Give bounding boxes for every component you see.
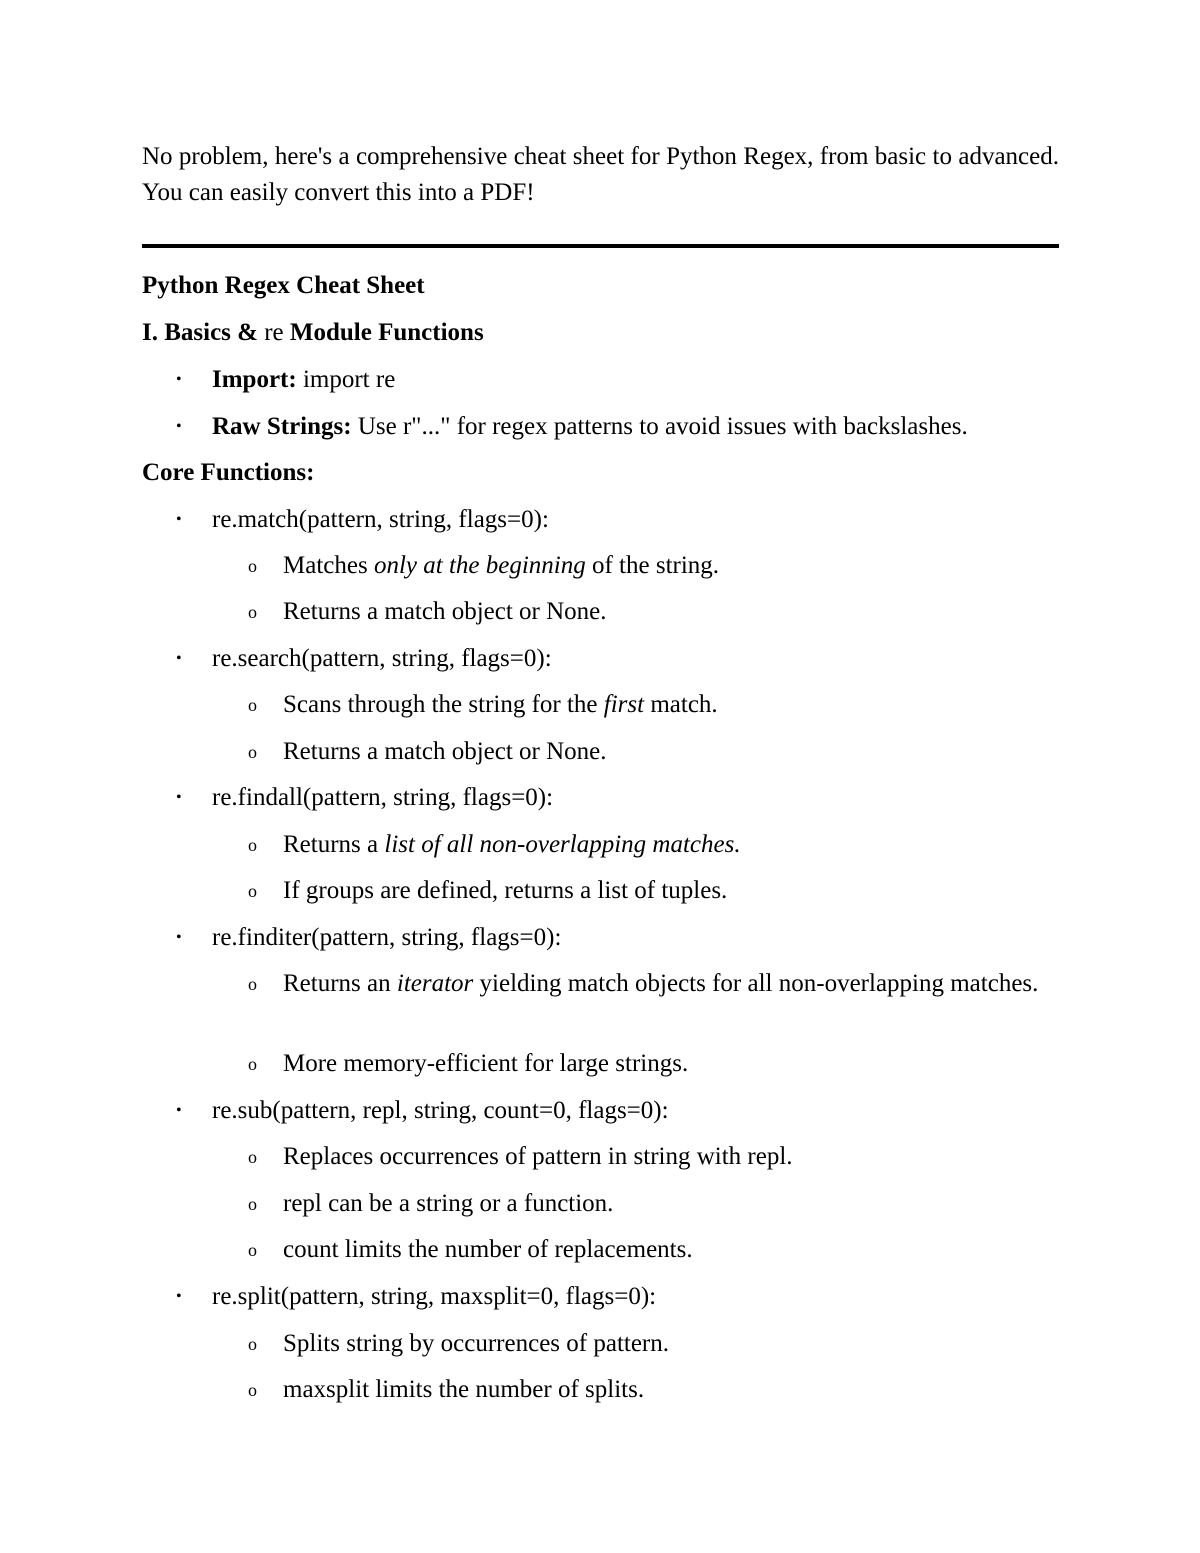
circle-bullet-icon: o	[248, 602, 257, 622]
circle-bullet-icon: o	[248, 1147, 257, 1167]
bullet-icon: •	[176, 789, 182, 806]
findall-desc-1	[283, 829, 741, 861]
bullet-icon: •	[176, 1288, 182, 1305]
document-title: Python Regex Cheat Sheet	[142, 272, 425, 299]
circle-bullet-icon: o	[248, 1380, 257, 1400]
intro-paragraph: No problem, here's a comprehensive cheat sheet for Python Regex, from basic to advanced. You can easily convert this into a PDF!	[142, 143, 1059, 206]
import-label: Import:	[212, 366, 297, 393]
match-desc-1-post: of the string.	[585, 552, 720, 579]
circle-bullet-icon: o	[248, 742, 257, 762]
findall-desc-1-pre: Returns a	[283, 831, 385, 858]
search-desc-1-em: first	[603, 691, 645, 718]
split-desc-1: Splits string by occurrences of pattern.	[283, 1330, 670, 1357]
import-value: import re	[302, 366, 396, 393]
raw-strings-item	[212, 411, 968, 443]
match-desc-1-pre: Matches	[283, 552, 374, 579]
finditer-desc-1-post: yielding match objects for all non-overlapping matches.	[473, 970, 1039, 997]
search-desc-1	[283, 689, 718, 721]
finditer-desc-1	[283, 967, 1059, 1001]
bullet-icon: •	[176, 371, 182, 388]
sub-desc-1: Replaces occurrences of pattern in string with repl.	[283, 1143, 793, 1170]
circle-bullet-icon: o	[248, 556, 257, 576]
bullet-icon: •	[176, 418, 182, 435]
match-desc-1	[283, 550, 719, 582]
circle-bullet-icon: o	[248, 835, 257, 855]
section-heading-code: re	[264, 319, 284, 346]
split-desc-2: maxsplit limits the number of splits.	[283, 1376, 645, 1403]
match-desc-1-em: only at the beginning	[373, 552, 586, 579]
section-heading-basics	[142, 317, 484, 349]
circle-bullet-icon: o	[248, 1194, 257, 1214]
core-functions-heading: Core Functions:	[142, 459, 315, 486]
search-desc-1-pre: Scans through the string for the	[283, 691, 604, 718]
search-desc-2: Returns a match object or None.	[283, 738, 607, 765]
bullet-icon: •	[176, 929, 182, 946]
sub-desc-2: repl can be a string or a function.	[283, 1190, 614, 1217]
finditer-desc-1-pre: Returns an	[283, 970, 397, 997]
match-signature: re.match(pattern, string, flags=0):	[212, 506, 549, 533]
section-heading-pre: I. Basics &	[142, 319, 265, 346]
horizontal-rule	[142, 244, 1059, 248]
import-item	[212, 364, 395, 396]
circle-bullet-icon: o	[248, 974, 257, 994]
findall-desc-2: If groups are defined, returns a list of tuples.	[283, 877, 728, 904]
finditer-signature: re.finditer(pattern, string, flags=0):	[212, 924, 562, 951]
match-desc-2: Returns a match object or None.	[283, 598, 607, 625]
circle-bullet-icon: o	[248, 695, 257, 715]
finditer-desc-2: More memory-efficient for large strings.	[283, 1050, 689, 1077]
sub-desc-3: count limits the number of replacements.	[283, 1236, 693, 1263]
circle-bullet-icon: o	[248, 1054, 257, 1074]
sub-signature: re.sub(pattern, repl, string, count=0, flags=0):	[212, 1097, 669, 1124]
split-signature: re.split(pattern, string, maxsplit=0, flags=0):	[212, 1283, 657, 1310]
section-heading-post: Module Functions	[283, 319, 484, 346]
bullet-icon: •	[176, 1102, 182, 1119]
circle-bullet-icon: o	[248, 1334, 257, 1354]
search-desc-1-post: match.	[644, 691, 718, 718]
search-signature: re.search(pattern, string, flags=0):	[212, 645, 552, 672]
circle-bullet-icon: o	[248, 1240, 257, 1260]
bullet-icon: •	[176, 650, 182, 667]
findall-desc-1-em: list of all non-overlapping matches.	[384, 831, 741, 858]
bullet-icon: •	[176, 511, 182, 528]
finditer-desc-1-em: iterator	[396, 970, 474, 997]
circle-bullet-icon: o	[248, 881, 257, 901]
raw-strings-value: Use r"..." for regex patterns to avoid issues with backslashes.	[357, 413, 968, 440]
findall-signature: re.findall(pattern, string, flags=0):	[212, 784, 554, 811]
raw-strings-label: Raw Strings:	[212, 413, 352, 440]
